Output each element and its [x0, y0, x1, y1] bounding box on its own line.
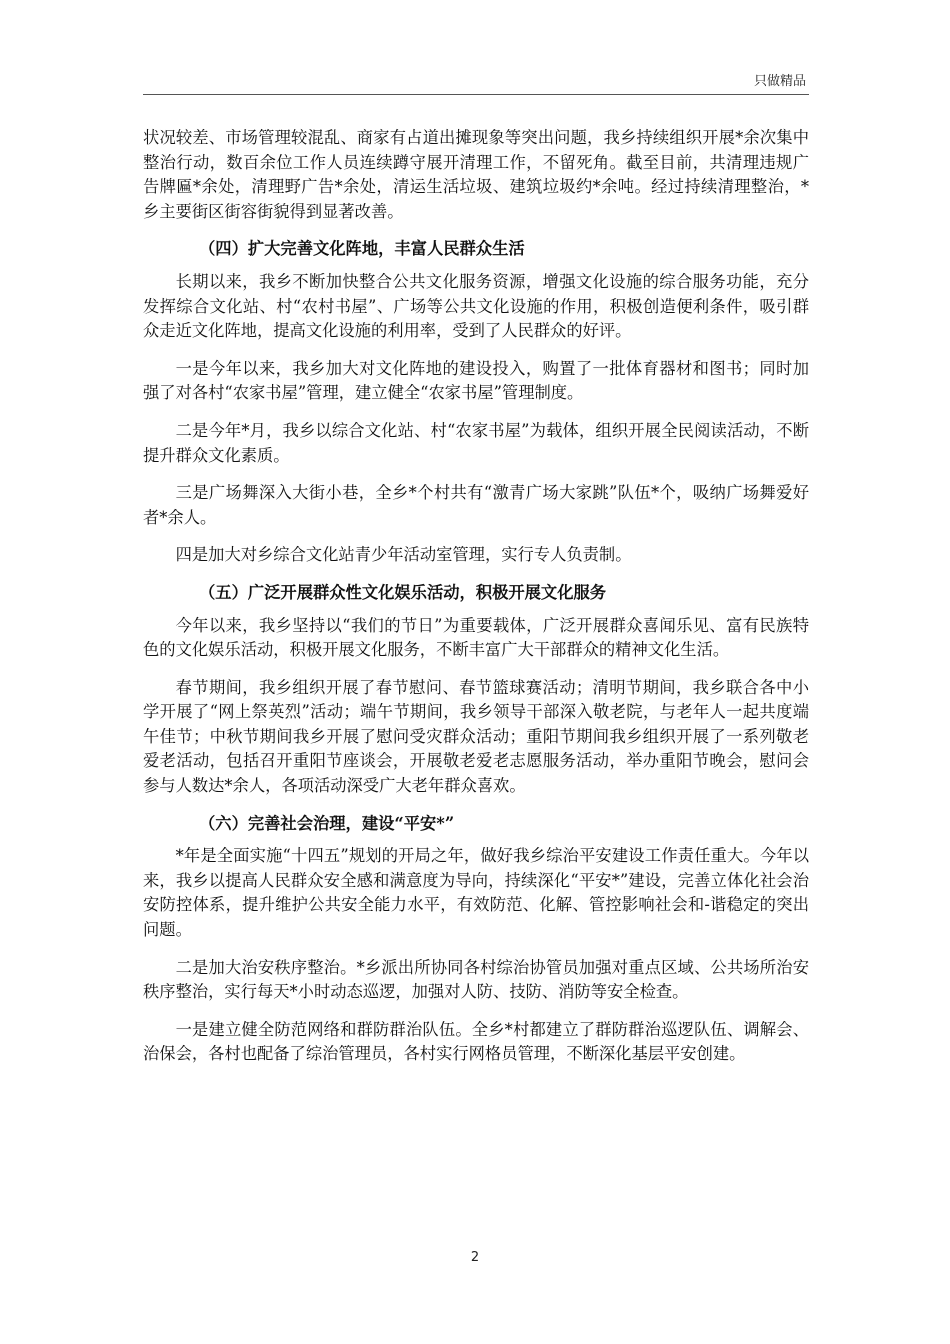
section-heading-6: （六）完善社会治理，建设“平安*”	[199, 813, 455, 833]
paragraph: *年是全面实施“十四五”规划的开局之年，做好我乡综治平安建设工作责任重大。今年以来，我乡以提高人民群众安全感和满意度为导向，持续深化“平安*”建设，完善立体化社会治安防控体系，提升维护公共安全能力水平，有效防范、化解、管控影响社会和-谐稳定的突出问题。	[143, 846, 809, 940]
paragraph: 二是今年*月，我乡以综合文化站、村“农家书屋”为载体，组织开展全民阅读活动，不断提升群众文化素质。	[143, 420, 809, 465]
header-rule	[143, 94, 809, 95]
paragraph: 长期以来，我乡不断加快整合公共文化服务资源，增强文化设施的综合服务功能，充分发挥综合文化站、村“农村书屋”、广场等公共文化设施的作用，积极创造便利条件，吸引群众走近文化阵地，提高文化设施的利用率，受到了人民群众的好评。	[143, 271, 809, 341]
paragraph: 春节期间，我乡组织开展了春节慰问、春节篮球赛活动；清明节期间，我乡联合各中小学开展了“网上祭英烈”活动；端午节期间，我乡领导干部深入敬老院，与老年人一起共度端午佳节；中秋节期间我乡开展了慰问受灾群众活动；重阳节期间我乡组织开展了一系列敬老爱老活动，包括召开重阳节座谈会，开展敬老爱老志愿服务活动，举办重阳节晚会，慰问会参与人数达*余人，各项活动深受广大老年群众喜欢。	[143, 677, 809, 796]
paragraph: 一是建立健全防范网络和群防群治队伍。全乡*村都建立了群防群治巡逻队伍、调解会、治保会，各村也配备了综治管理员，各村实行网格员管理，不断深化基层平安创建。	[143, 1019, 809, 1064]
page-number: 2	[470, 1250, 480, 1265]
paragraph: 二是加大治安秩序整治。*乡派出所协同各村综治协管员加强对重点区域、公共场所治安秩序整治，实行每天*小时动态巡逻，加强对人防、技防、消防等安全检查。	[143, 957, 809, 1002]
paragraph-continued: 状况较差、市场管理较混乱、商家有占道出摊现象等突出问题，我乡持续组织开展*余次集中整治行动，数百余位工作人员连续蹲守展开清理工作，不留死角。截至目前，共清理违规广告牌匾*余处，清理野广告*余处，清运生活垃圾、建筑垃圾约*余吨。经过持续清理整治，*乡主要街区街容街貌得到显著改善。	[143, 128, 809, 221]
section-heading-4: （四）扩大完善文化阵地，丰富人民群众生活	[199, 239, 525, 259]
paragraph: 四是加大对乡综合文化站青少年活动室管理，实行专人负责制。	[175, 545, 632, 565]
page-header: 只做精品	[753, 74, 806, 89]
document-body	[143, 126, 809, 1080]
paragraph: 今年以来，我乡坚持以“我们的节日”为重要载体，广泛开展群众喜闻乐见、富有民族特色的文化娱乐活动，积极开展文化服务，不断丰富广大干部群众的精神文化生活。	[143, 615, 809, 660]
paragraph: 三是广场舞深入大街小巷，全乡*个村共有“激青广场大家跳”队伍*个，吸纳广场舞爱好者*余人。	[143, 483, 809, 527]
section-heading-5: （五）广泛开展群众性文化娱乐活动，积极开展文化服务	[199, 582, 607, 602]
paragraph: 一是今年以来，我乡加大对文化阵地的建设投入，购置了一批体育器材和图书；同时加强了对各村“农家书屋”管理，建立健全“农家书屋”管理制度。	[143, 358, 809, 403]
